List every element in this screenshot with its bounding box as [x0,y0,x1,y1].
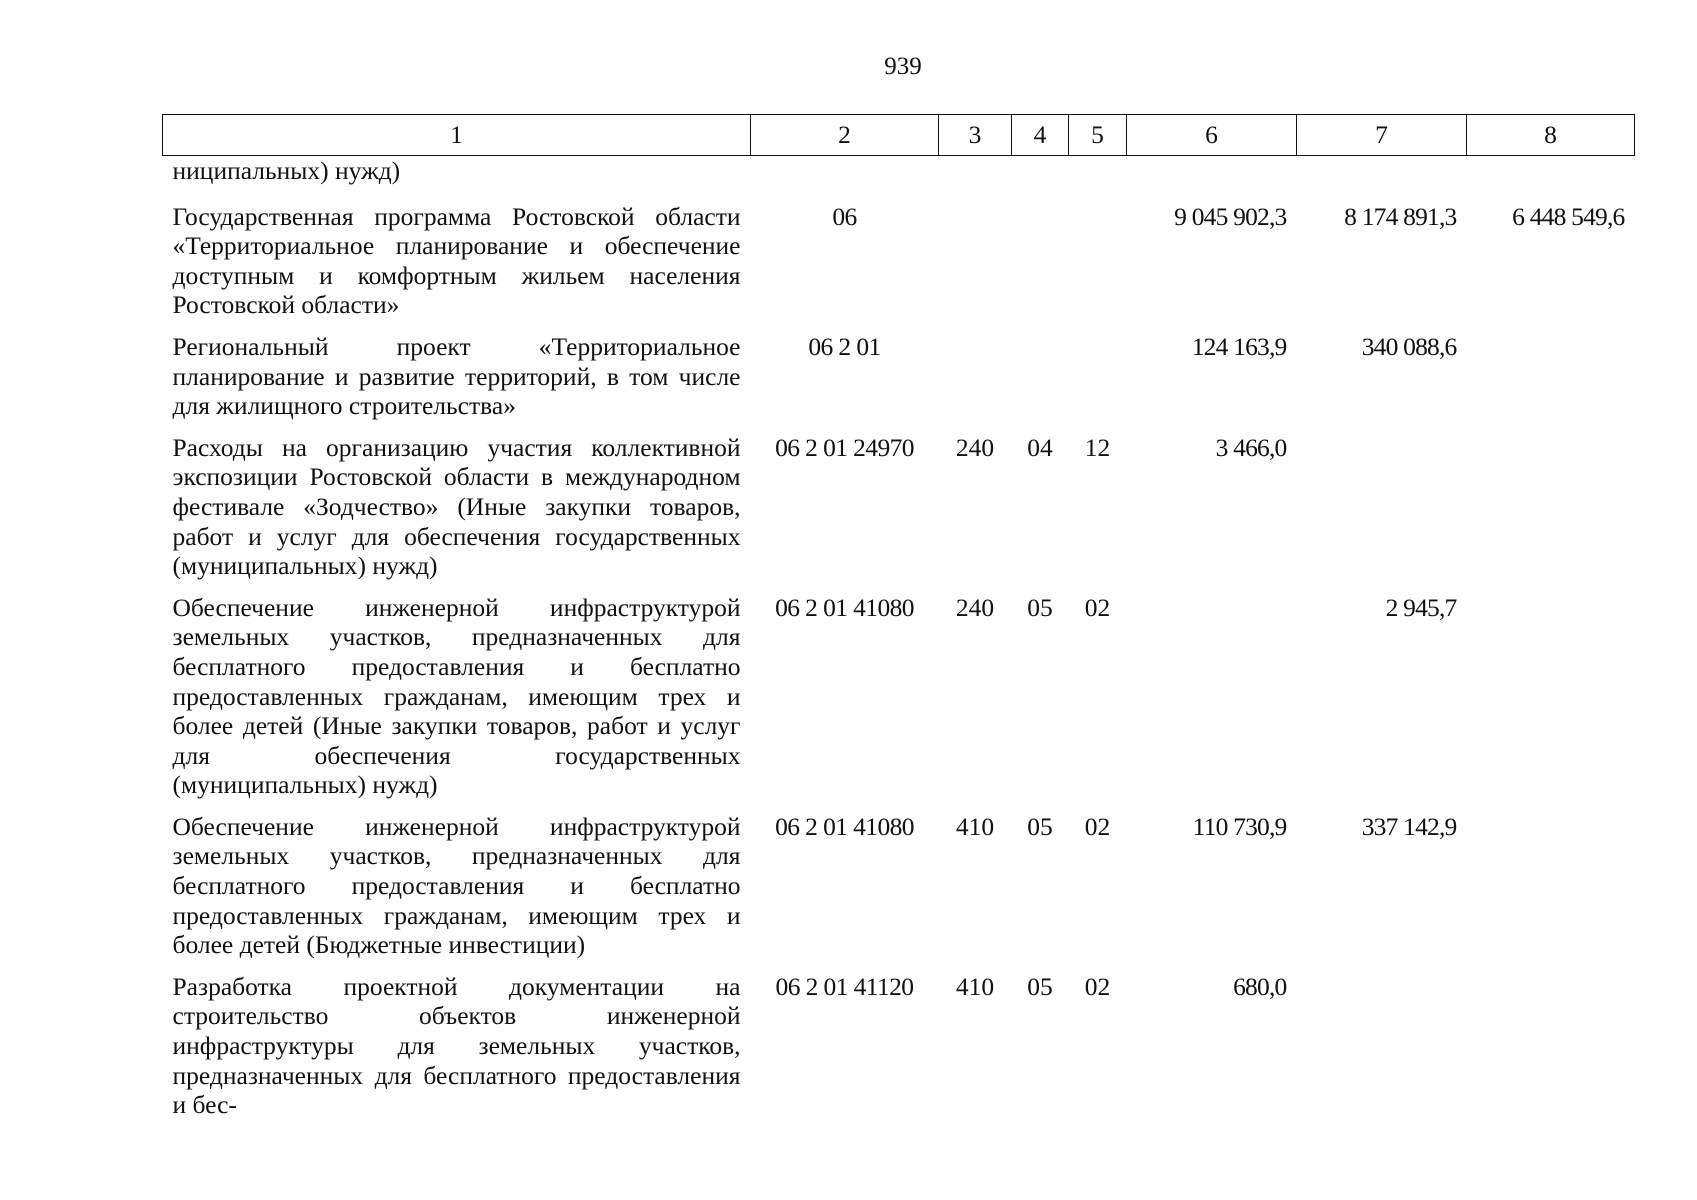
column-header-4: 4 [1012,115,1069,156]
row-rz: 05 [1027,971,1053,1001]
row-name: ниципальных) нужд) [172,156,401,185]
table-row [163,332,1635,433]
budget-table [162,114,1635,1132]
header-row [163,115,1635,156]
column-header-8: 8 [1467,115,1635,156]
row-rz: 05 [1027,592,1053,622]
row-vr [939,202,1012,332]
row-value-7: 337 142,9 [1361,811,1457,841]
table-row [163,202,1635,332]
row-pr: 02 [1084,811,1111,841]
row-value-6: 9 045 902,3 [1174,201,1287,231]
row-pr: 02 [1084,971,1111,1001]
column-header-2: 2 [751,115,939,156]
row-pr [1069,156,1127,202]
row-vr: 240 [955,432,995,462]
table-header [163,115,1635,156]
row-name: Государственная программа Ростовской области «Территориальное планирование и обеспечение доступным и комфортным жильем населения Ростовской области» [172,201,741,320]
row-vr [939,156,1012,202]
row-value-7 [1297,433,1467,593]
row-vr: 410 [955,811,995,841]
budget-table-container [162,114,1634,1132]
table-row [163,972,1635,1132]
row-value-7 [1297,156,1467,202]
table-row [163,812,1635,972]
row-name: Региональный проект «Территориальное планирование и развитие территорий, в том числе для жилищного строительства» [172,331,741,421]
row-code: 06 2 01 41080 [775,592,914,622]
row-value-6: 680,0 [1233,971,1287,1001]
row-name: Разработка проектной документации на строительство объектов инженерной инфраструктуры для земельных участков, предназначенных для бесплатного предоставления и бес- [172,971,741,1120]
row-pr: 12 [1084,432,1111,462]
column-header-1: 1 [163,115,751,156]
table-row [163,433,1635,593]
row-value-6: 124 163,9 [1191,331,1287,361]
row-name: Обеспечение инженерной инфраструктурой земельных участков, предназначенных для бесплатного предоставления и бесплатно предоставленных гражданам, имеющим трех и более детей (Иные закупки товаров, работ и услуг для обеспечения государственных (муниципальных) нужд) [172,592,741,800]
row-value-7: 8 174 891,3 [1344,201,1457,231]
row-value-6: 3 466,0 [1215,432,1287,462]
row-pr [1069,202,1127,332]
table-row [163,156,1635,202]
row-code: 06 [832,201,857,231]
row-value-8 [1467,812,1635,972]
row-code [751,156,939,202]
row-value-7: 2 945,7 [1385,592,1457,622]
column-header-3: 3 [939,115,1012,156]
row-value-6 [1127,156,1297,202]
row-rz: 04 [1027,432,1053,462]
table-body [163,156,1635,1132]
row-value-6: 110 730,9 [1192,811,1287,841]
row-rz [1012,202,1069,332]
row-value-8 [1467,593,1635,812]
table-row [163,593,1635,812]
row-rz [1012,156,1069,202]
row-code: 06 2 01 41120 [775,971,914,1001]
row-value-8 [1467,972,1635,1132]
row-value-8 [1467,156,1635,202]
column-header-6: 6 [1127,115,1297,156]
row-rz [1012,332,1069,433]
row-value-6 [1127,593,1297,812]
row-value-7: 340 088,6 [1361,331,1457,361]
row-name: Расходы на организацию участия коллективной экспозиции Ростовской области в международном фестивале «Зодчество» (Иные закупки товаров, работ и услуг для обеспечения государственных (муниципальных) нужд) [172,432,741,581]
row-value-8: 6 448 549,6 [1512,201,1625,231]
column-header-5: 5 [1069,115,1127,156]
row-pr: 02 [1084,592,1111,622]
row-vr: 240 [955,592,995,622]
row-name: Обеспечение инженерной инфраструктурой земельных участков, предназначенных для бесплатного предоставления и бесплатно предоставленных гражданам, имеющим трех и более детей (Бюджетные инвестиции) [172,811,741,960]
row-code: 06 2 01 [808,331,881,361]
column-header-7: 7 [1297,115,1467,156]
row-value-8 [1467,433,1635,593]
page-number: 939 [884,53,922,80]
row-code: 06 2 01 41080 [775,811,914,841]
row-value-7 [1297,972,1467,1132]
row-value-8 [1467,332,1635,433]
row-code: 06 2 01 24970 [775,432,914,462]
row-vr [939,332,1012,433]
row-pr [1069,332,1127,433]
row-vr: 410 [955,971,995,1001]
row-rz: 05 [1027,811,1053,841]
